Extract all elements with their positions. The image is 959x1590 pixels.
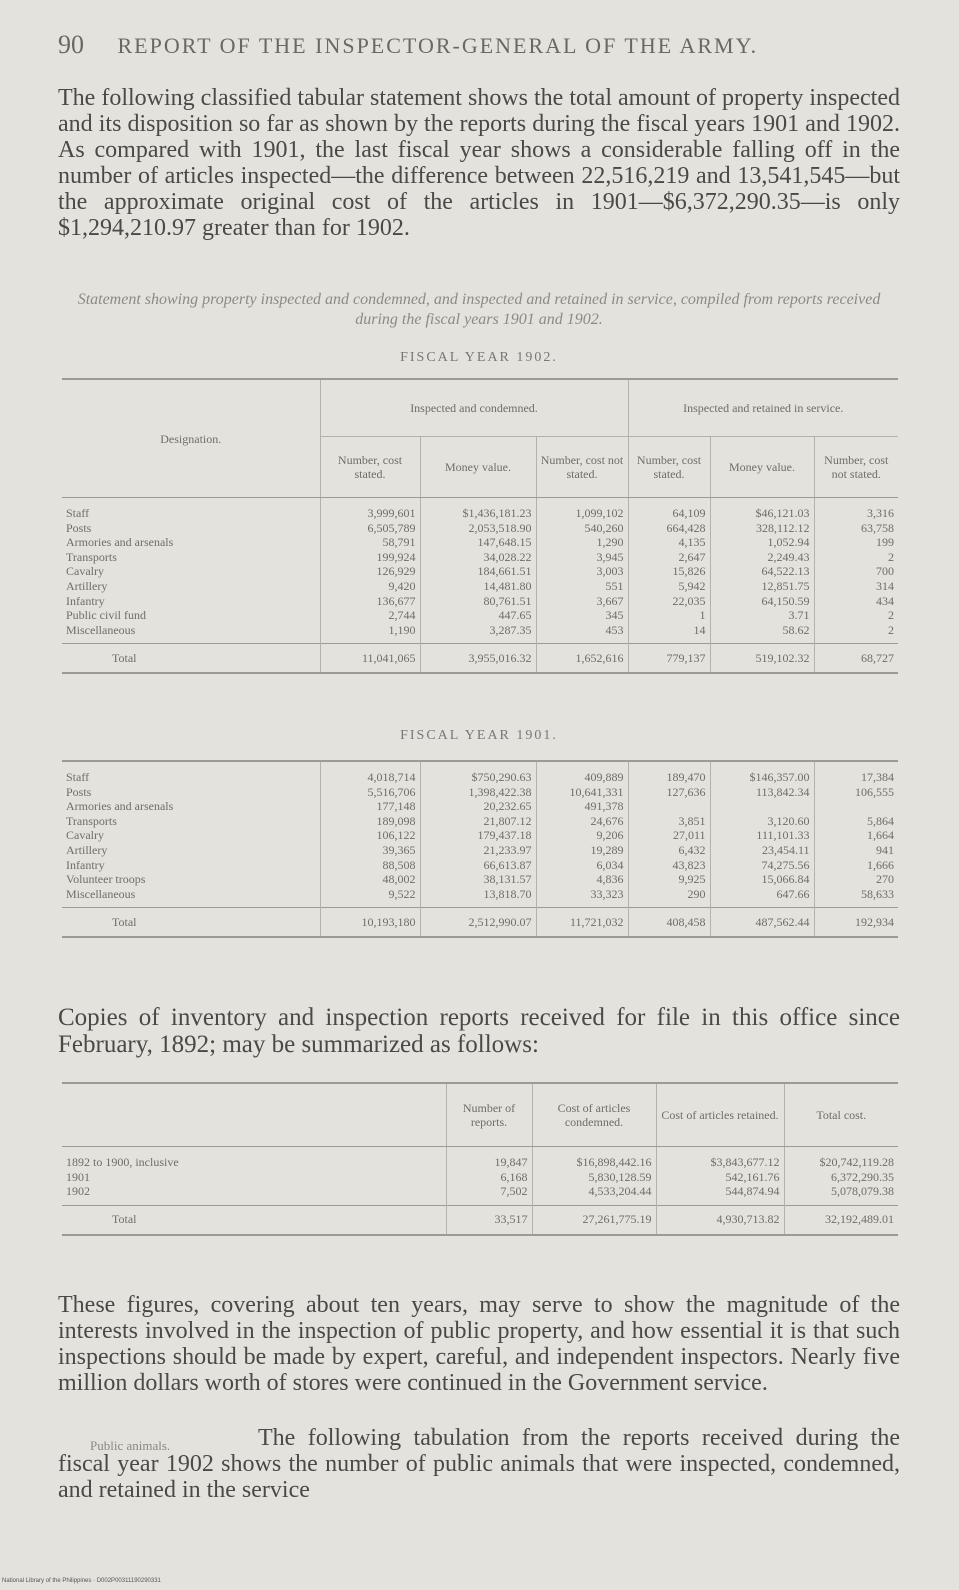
table-cell: 6,372,290.35 <box>784 1170 898 1185</box>
total-cell: 192,934 <box>814 908 898 938</box>
closing-paragraph: These figures, covering about ten years, may serve to show the magnitude of the interests involved in the inspection of public property, and how essential it is that such inspections should be made by expert, careful, and independent inspectors. Nearly five million dollars worth of stores were continued in the Government service. <box>58 1292 900 1396</box>
table-cell: 1,290 <box>536 535 628 550</box>
table-row <box>62 498 898 521</box>
row-label: Armories and arsenals <box>66 535 174 550</box>
table-cell: 10,641,331 <box>536 785 628 800</box>
table-row <box>62 579 898 594</box>
table-cell: 664,428 <box>628 521 710 536</box>
table-cell: 5,864 <box>814 814 898 829</box>
table-cell: 3,120.60 <box>710 814 814 829</box>
table-cell: 199,924 <box>320 550 420 565</box>
table-cell: 23,454.11 <box>710 843 814 858</box>
table-cell: 2 <box>814 623 898 644</box>
table-cell: 1,664 <box>814 828 898 843</box>
table-cell: 111,101.33 <box>710 828 814 843</box>
table-cell: 434 <box>814 594 898 609</box>
col-number-cost-not-stated: Number, cost not stated. <box>814 437 898 498</box>
table-cell: 17,384 <box>814 761 898 785</box>
table-cell: $750,290.63 <box>420 761 536 785</box>
col-number-cost-stated: Number, cost stated. <box>320 437 420 498</box>
table-cell: 941 <box>814 843 898 858</box>
table-cell: 80,761.51 <box>420 594 536 609</box>
table-cell: 22,035 <box>628 594 710 609</box>
table-row <box>62 564 898 579</box>
total-cell: 33,517 <box>446 1205 532 1235</box>
row-label: 1901 <box>66 1169 90 1184</box>
total-label: Total <box>62 1205 446 1235</box>
table-cell: 64,522.13 <box>710 564 814 579</box>
table-cell: 19,289 <box>536 843 628 858</box>
table-row <box>62 535 898 550</box>
table-cell: 48,002 <box>320 872 420 887</box>
table-cell: 3.71 <box>710 608 814 623</box>
summary-table <box>62 1082 898 1236</box>
table-cell <box>710 799 814 814</box>
table-cell: 179,437.18 <box>420 828 536 843</box>
table-cell: 491,378 <box>536 799 628 814</box>
total-cell: 3,955,016.32 <box>420 644 536 674</box>
table-cell: 58,791 <box>320 535 420 550</box>
col-cost-condemned: Cost of articles condemned. <box>532 1083 656 1147</box>
table-cell: 2 <box>814 550 898 565</box>
row-label: Transports <box>66 549 117 564</box>
running-title: REPORT OF THE INSPECTOR-GENERAL OF THE ARMY. <box>117 33 759 58</box>
table-cell: 199 <box>814 535 898 550</box>
table-cell: 43,823 <box>628 858 710 873</box>
table-cell: 14 <box>628 623 710 644</box>
table-cell: 7,502 <box>446 1184 532 1205</box>
table-cell: 4,533,204.44 <box>532 1184 656 1205</box>
total-cell: 408,458 <box>628 908 710 938</box>
table-cell: 542,161.76 <box>656 1170 784 1185</box>
table-cell: 540,260 <box>536 521 628 536</box>
table-cell: 1,190 <box>320 623 420 644</box>
total-cell: 4,930,713.82 <box>656 1205 784 1235</box>
table-cell: $1,436,181.23 <box>420 498 536 521</box>
page-number: 90 <box>58 30 84 59</box>
table-row <box>62 550 898 565</box>
table-cell: 5,942 <box>628 579 710 594</box>
table-cell: 409,889 <box>536 761 628 785</box>
table-cell: 1,052.94 <box>710 535 814 550</box>
total-cell: 11,041,065 <box>320 644 420 674</box>
row-label: 1902 <box>66 1184 90 1199</box>
table-cell: 15,826 <box>628 564 710 579</box>
table-cell: 63,758 <box>814 521 898 536</box>
row-label: Public civil fund <box>66 608 146 623</box>
table-cell: 64,150.59 <box>710 594 814 609</box>
table-cell: 5,830,128.59 <box>532 1170 656 1185</box>
table-cell: $3,843,677.12 <box>656 1147 784 1170</box>
table-cell: 9,522 <box>320 887 420 908</box>
total-cell: 779,137 <box>628 644 710 674</box>
total-row <box>62 908 898 938</box>
retained-group-header: Inspected and retained in service. <box>628 379 898 437</box>
table-cell: 58.62 <box>710 623 814 644</box>
table-cell: 3,667 <box>536 594 628 609</box>
table-row <box>62 785 898 800</box>
table-cell: 6,432 <box>628 843 710 858</box>
table-cell: 4,135 <box>628 535 710 550</box>
table-cell: 21,233.97 <box>420 843 536 858</box>
table-row <box>62 858 898 873</box>
table-cell: 3,316 <box>814 498 898 521</box>
property-table-1901 <box>62 760 898 938</box>
row-label: Staff <box>62 761 320 785</box>
table-cell: $20,742,119.28 <box>784 1147 898 1170</box>
table-cell: 453 <box>536 623 628 644</box>
table-cell: 2,647 <box>628 550 710 565</box>
col-number-cost-not-stated: Number, cost not stated. <box>536 437 628 498</box>
row-label: Transports <box>66 813 117 828</box>
total-label: Total <box>62 908 320 938</box>
row-label: Artillery <box>66 578 108 593</box>
table-cell: 345 <box>536 608 628 623</box>
row-label: Artillery <box>66 842 108 857</box>
table-cell <box>628 799 710 814</box>
row-label: Cavalry <box>66 564 104 579</box>
col-cost-retained: Cost of articles retained. <box>656 1083 784 1147</box>
copies-paragraph: Copies of inventory and inspection reports received for file in this office since February, 1892; may be summarized as follows: <box>58 1004 900 1058</box>
table-cell: 106,555 <box>814 785 898 800</box>
table-cell: 314 <box>814 579 898 594</box>
total-cell: 11,721,032 <box>536 908 628 938</box>
table-cell: 58,633 <box>814 887 898 908</box>
table-cell: 270 <box>814 872 898 887</box>
table-cell: 1,666 <box>814 858 898 873</box>
table-cell: 9,206 <box>536 828 628 843</box>
table-row <box>62 761 898 785</box>
table-row <box>62 887 898 908</box>
property-table-1902 <box>62 378 898 674</box>
table-cell: 3,945 <box>536 550 628 565</box>
total-cell: 27,261,775.19 <box>532 1205 656 1235</box>
total-cell: 487,562.44 <box>710 908 814 938</box>
table-cell: 177,148 <box>320 799 420 814</box>
row-label: Cavalry <box>66 828 104 843</box>
table-cell: 19,847 <box>446 1147 532 1170</box>
margin-note-public-animals: Public animals. <box>90 1438 171 1453</box>
table-row <box>62 608 898 623</box>
table-cell: 290 <box>628 887 710 908</box>
col-number-of-reports: Number of reports. <box>446 1083 532 1147</box>
table-cell: 13,818.70 <box>420 887 536 908</box>
row-label: Infantry <box>66 593 105 608</box>
table-cell: 3,003 <box>536 564 628 579</box>
table-row <box>62 872 898 887</box>
table-cell: 189,470 <box>628 761 710 785</box>
table-cell: 447.65 <box>420 608 536 623</box>
table-cell: 6,168 <box>446 1170 532 1185</box>
table-cell: 189,098 <box>320 814 420 829</box>
table-cell: 27,011 <box>628 828 710 843</box>
table-cell: 4,836 <box>536 872 628 887</box>
table-row <box>62 521 898 536</box>
table-cell: 2,744 <box>320 608 420 623</box>
running-head <box>58 30 918 60</box>
total-cell: 519,102.32 <box>710 644 814 674</box>
row-label: Armories and arsenals <box>66 799 174 814</box>
total-label: Total <box>62 644 320 674</box>
table-cell: $146,357.00 <box>710 761 814 785</box>
row-label: Infantry <box>66 857 105 872</box>
table-cell: 106,122 <box>320 828 420 843</box>
table-cell: 2 <box>814 608 898 623</box>
table-cell: 126,929 <box>320 564 420 579</box>
total-cell: 32,192,489.01 <box>784 1205 898 1235</box>
table-cell: 88,508 <box>320 858 420 873</box>
row-label: Miscellaneous <box>66 622 136 637</box>
table-cell: 551 <box>536 579 628 594</box>
col-number-cost-stated: Number, cost stated. <box>628 437 710 498</box>
table-cell: 38,131.57 <box>420 872 536 887</box>
table-cell: 66,613.87 <box>420 858 536 873</box>
table-cell: 2,053,518.90 <box>420 521 536 536</box>
table-cell <box>814 799 898 814</box>
table-cell: 20,232.65 <box>420 799 536 814</box>
scan-footer: National Library of the Philippines · D002P00311190290331 <box>2 1578 161 1584</box>
table-cell: 39,365 <box>320 843 420 858</box>
designation-header: Designation. <box>62 379 320 498</box>
table-cell: 1,099,102 <box>536 498 628 521</box>
table-cell: 9,925 <box>628 872 710 887</box>
table-cell: 12,851.75 <box>710 579 814 594</box>
table-cell: 647.66 <box>710 887 814 908</box>
row-label: Volunteer troops <box>66 872 146 887</box>
table-cell: 184,661.51 <box>420 564 536 579</box>
intro-paragraph: The following classified tabular statement shows the total amount of property inspected and its disposition so far as shown by the reports during the fiscal years 1901 and 1902. As compared with 1901, the last fiscal year shows a considerable falling off in the number of articles inspected—the difference between 22,516,219 and 13,541,545—but the approximate original cost of the articles in 1901—$6,372,290.35—is only $1,294,210.97 greater than for 1902. <box>58 85 900 241</box>
table-cell: 33,323 <box>536 887 628 908</box>
statement-title: Statement showing property inspected and condemned, and inspected and retained in service, compiled from reports received during the fiscal years 1901 and 1902. <box>77 291 881 328</box>
table-cell: 9,420 <box>320 579 420 594</box>
total-row <box>62 644 898 674</box>
total-cell: 1,652,616 <box>536 644 628 674</box>
table-cell: 127,636 <box>628 785 710 800</box>
total-cell: 68,727 <box>814 644 898 674</box>
fiscal-year-1902-heading: FISCAL YEAR 1902. <box>400 350 558 365</box>
table-cell: 113,842.34 <box>710 785 814 800</box>
table-row <box>62 594 898 609</box>
table-cell: 74,275.56 <box>710 858 814 873</box>
fiscal-year-1901-heading: FISCAL YEAR 1901. <box>400 728 558 743</box>
col-total-cost: Total cost. <box>784 1083 898 1147</box>
table-row <box>62 623 898 644</box>
table-row <box>62 1170 898 1185</box>
table-cell: 15,066.84 <box>710 872 814 887</box>
table-cell: 147,648.15 <box>420 535 536 550</box>
row-label: 1892 to 1900, inclusive <box>66 1155 179 1169</box>
total-row <box>62 1205 898 1235</box>
table-cell: 34,028.22 <box>420 550 536 565</box>
table-cell: 1 <box>628 608 710 623</box>
table-cell: 4,018,714 <box>320 761 420 785</box>
table-cell: 6,505,789 <box>320 521 420 536</box>
table-cell: 3,851 <box>628 814 710 829</box>
table-cell: 21,807.12 <box>420 814 536 829</box>
table-row <box>62 814 898 829</box>
table-cell: 3,999,601 <box>320 498 420 521</box>
table-row <box>62 828 898 843</box>
table-cell: 6,034 <box>536 858 628 873</box>
row-label: Posts <box>66 520 92 535</box>
table-cell: $16,898,442.16 <box>532 1147 656 1170</box>
animals-paragraph-text: The following tabulation from the reports received during the fiscal year 1902 shows the number of public animals that were inspected, condemned, and retained in the service <box>58 1425 900 1503</box>
table-cell: 1,398,422.38 <box>420 785 536 800</box>
col-money-value: Money value. <box>710 437 814 498</box>
col-money-value: Money value. <box>420 437 536 498</box>
condemned-group-header: Inspected and condemned. <box>320 379 628 437</box>
table-cell: 5,078,079.38 <box>784 1184 898 1205</box>
row-label: Posts <box>66 784 92 799</box>
table-cell: 24,676 <box>536 814 628 829</box>
table-cell: $46,121.03 <box>710 498 814 521</box>
table-cell: 5,516,706 <box>320 785 420 800</box>
table-cell: 2,249.43 <box>710 550 814 565</box>
table-cell: 700 <box>814 564 898 579</box>
table-cell: 328,112.12 <box>710 521 814 536</box>
animals-paragraph <box>58 1425 900 1503</box>
table-row <box>62 1184 898 1205</box>
table-row <box>62 1147 898 1170</box>
table-row <box>62 843 898 858</box>
table-cell: 136,677 <box>320 594 420 609</box>
table-cell: 544,874.94 <box>656 1184 784 1205</box>
table-cell: 14,481.80 <box>420 579 536 594</box>
total-cell: 2,512,990.07 <box>420 908 536 938</box>
table-cell: 3,287.35 <box>420 623 536 644</box>
total-cell: 10,193,180 <box>320 908 420 938</box>
table-cell: 64,109 <box>628 498 710 521</box>
row-label: Staff <box>66 506 90 520</box>
table-row <box>62 799 898 814</box>
row-label: Miscellaneous <box>66 886 136 901</box>
